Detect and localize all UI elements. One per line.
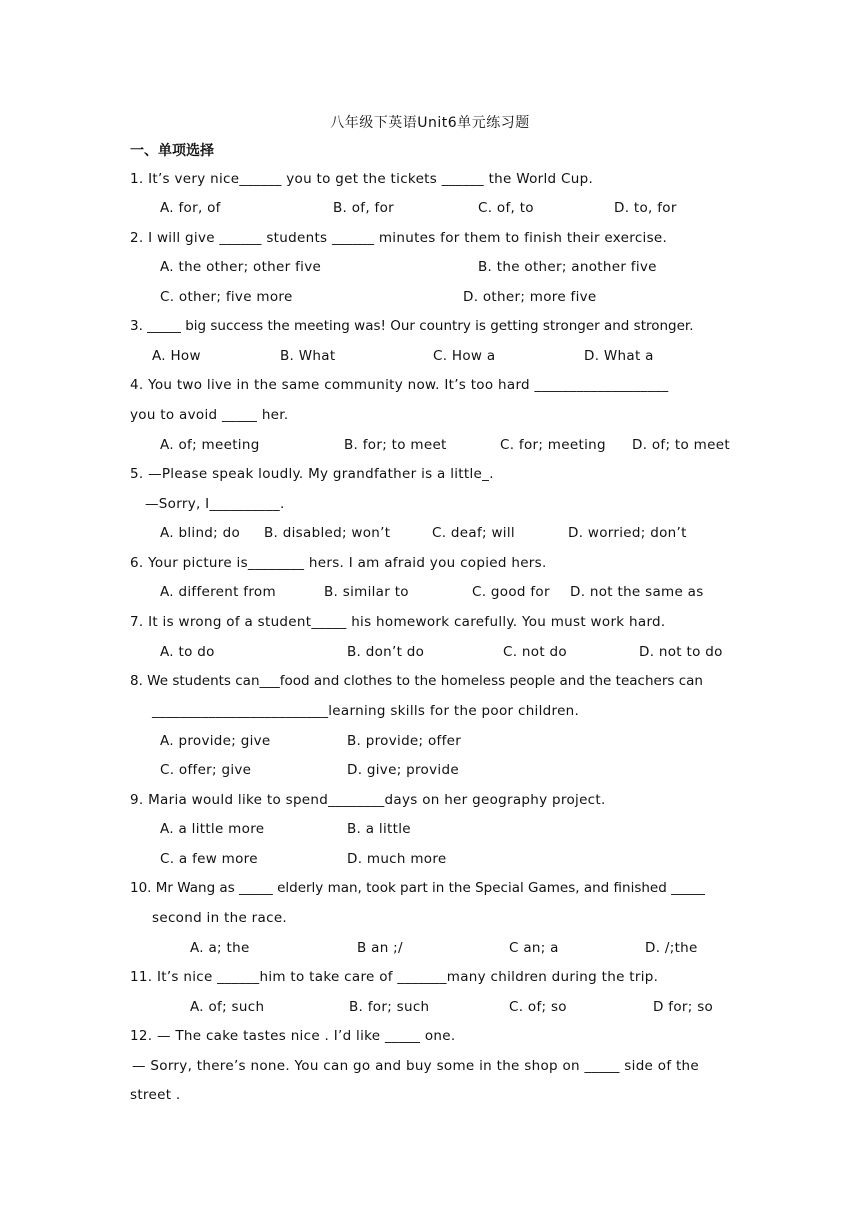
option-9a: A. a little more [160,821,265,837]
option-1d: D. to, for [614,200,677,216]
option-4a: A. of; meeting [160,437,260,453]
question-2: 2. I will give ______ students ______ minutes for them to finish their exercise. [130,230,668,246]
option-8c: C. offer; give [160,762,252,778]
option-8d: D. give; provide [347,762,459,778]
option-10a: A. a; the [190,940,250,956]
option-9d: D. much more [347,851,447,867]
option-8b: B. provide; offer [347,733,462,749]
option-10b: B an ;/ [357,940,403,956]
question-8-cont: _________________________learning skills for the poor children. [152,703,580,719]
option-1c: C. of, to [478,200,534,216]
option-9c: C. a few more [160,851,258,867]
option-5d: D. worried; don’t [568,525,687,541]
option-2b: B. the other; another five [478,259,657,275]
option-6a: A. different from [160,584,276,600]
option-6c: C. good for [472,584,550,600]
option-6d: D. not the same as [570,584,704,600]
question-5: 5. —Please speak loudly. My grandfather is a little_. [130,466,494,482]
question-8: 8. We students can___food and clothes to the homeless people and the teachers can [130,673,703,689]
option-11a: A. of; such [190,999,265,1015]
option-7c: C. not do [503,644,567,660]
document-title: 八年级下英语Unit6单元练习题 [330,115,530,131]
question-11: 11. It’s nice ______him to take care of _______many children during the trip. [130,969,659,985]
option-4d: D. of; to meet [632,437,730,453]
option-3c: C. How a [433,348,496,364]
question-6: 6. Your picture is________ hers. I am afraid you copied hers. [130,555,547,571]
option-9b: B. a little [347,821,411,837]
option-3b: B. What [280,348,336,364]
option-10c: C an; a [509,940,559,956]
option-7b: B. don’t do [347,644,425,660]
question-12-cont: street . [130,1087,181,1103]
question-1: 1. It’s very nice______ you to get the tickets ______ the World Cup. [130,171,594,187]
question-10: 10. Mr Wang as _____ elderly man, took part in the Special Games, and finished _____ [130,880,705,896]
question-10-cont: second in the race. [152,910,288,926]
question-4-cont: you to avoid _____ her. [130,407,289,423]
option-7d: D. not to do [639,644,723,660]
option-2c: C. other; five more [160,289,293,305]
question-7: 7. It is wrong of a student_____ his homework carefully. You must work hard. [130,614,666,630]
option-5b: B. disabled; won’t [264,525,391,541]
question-12: 12. — The cake tastes nice . I’d like _____ one. [130,1028,456,1044]
option-1b: B. of, for [333,200,395,216]
option-4b: B. for; to meet [344,437,447,453]
option-5a: A. blind; do [160,525,241,541]
question-5-reply: —Sorry, I__________. [145,496,285,512]
option-11c: C. of; so [509,999,567,1015]
option-11b: B. for; such [349,999,430,1015]
question-4: 4. You two live in the same community now. It’s too hard ___________________ [130,377,669,393]
option-7a: A. to do [160,644,215,660]
question-9: 9. Maria would like to spend________days on her geography project. [130,792,606,808]
question-12-reply: — Sorry, there’s none. You can go and buy some in the shop on _____ side of the [132,1058,700,1074]
option-4c: C. for; meeting [500,437,606,453]
section-heading: 一、单项选择 [130,143,214,159]
option-1a: A. for, of [160,200,221,216]
option-10d: D. /;the [645,940,698,956]
option-3d: D. What a [584,348,654,364]
option-3a: A. How [152,348,201,364]
option-2d: D. other; more five [463,289,597,305]
option-6b: B. similar to [324,584,409,600]
option-2a: A. the other; other five [160,259,322,275]
option-11d: D for; so [653,999,714,1015]
option-8a: A. provide; give [160,733,271,749]
question-3: 3. _____ big success the meeting was! Our country is getting stronger and stronger. [130,318,694,334]
option-5c: C. deaf; will [432,525,515,541]
